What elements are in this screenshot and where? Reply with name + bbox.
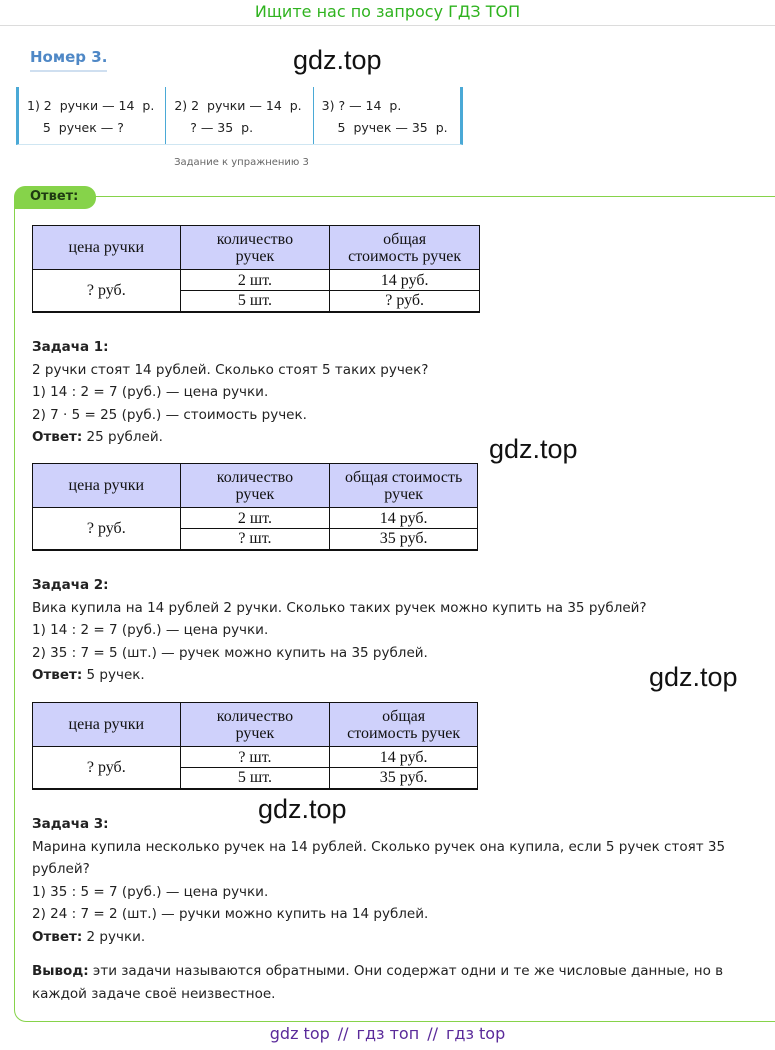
answer-line: [32, 664, 647, 687]
task-cell-3: [314, 87, 460, 144]
table-cell: 14 руб.: [330, 508, 478, 529]
conclusion-label: Вывод:: [32, 963, 89, 979]
table-cell: ? руб.: [330, 291, 480, 312]
header-text: ручек: [384, 485, 423, 503]
task-2-solution: [32, 574, 647, 687]
table-cell: 2 шт.: [180, 508, 330, 529]
task-title: Задача 1:: [32, 339, 109, 355]
answer-label-inline: Ответ:: [32, 429, 83, 445]
header-text: ручек: [235, 247, 275, 265]
solution-step: 1) 35 : 5 = 7 (руб.) — цена ручки.: [32, 883, 269, 900]
task-line: ? — 35 р.: [174, 120, 254, 135]
header-text: количество: [216, 468, 294, 486]
task-title: Задача 2:: [32, 577, 109, 593]
conclusion: [32, 960, 723, 1005]
header-text: стоимость ручек: [347, 724, 461, 742]
task-cell-2: [166, 87, 313, 144]
table-cell: 14 руб.: [330, 270, 480, 291]
answer-label-inline: Ответ:: [32, 928, 83, 945]
task-image: [16, 87, 463, 145]
header-total: [330, 464, 478, 508]
header-text: количество: [216, 230, 294, 248]
solution-step: 2) 7 · 5 = 25 (руб.) — стоимость ручек.: [32, 406, 307, 423]
task-3-solution: [32, 813, 725, 948]
task-line: 5 ручек — 35 р.: [321, 120, 448, 135]
header-total: [330, 703, 478, 747]
image-caption: Задание к упражнению 3: [174, 157, 309, 168]
watermark: gdz.top: [649, 662, 738, 692]
price-cell: ? руб.: [33, 747, 181, 789]
header-price: цена ручки: [33, 464, 181, 508]
conclusion-text: эти задачи называются обратными. Они содержат одни и те же числовые данные, но в: [88, 963, 724, 979]
data-table-1: [32, 225, 480, 313]
header-price: цена ручки: [33, 226, 181, 270]
watermark: gdz.top: [489, 434, 578, 464]
exercise-number: Номер 3.: [30, 48, 107, 72]
header-text: стоимость ручек: [348, 247, 462, 265]
conclusion-text: каждой задаче своё неизвестное.: [32, 985, 276, 1002]
header-text: количество: [216, 707, 294, 725]
solution-step: 1) 14 : 2 = 7 (руб.) — цена ручки.: [32, 622, 269, 638]
header-text: общая: [383, 230, 427, 248]
price-cell: ? руб.: [33, 270, 181, 312]
answer-label: Ответ:: [14, 186, 96, 209]
header-text: ручек: [235, 724, 275, 742]
watermark: gdz.top: [258, 794, 347, 824]
link-separator: //: [427, 1024, 438, 1043]
header-text: общая стоимость: [345, 468, 463, 486]
link-separator: //: [337, 1024, 349, 1043]
bottom-links: [0, 1024, 775, 1043]
task-text: рублей?: [32, 861, 90, 877]
answer-label-inline: Ответ:: [32, 667, 83, 683]
table-cell: 2 шт.: [180, 270, 330, 291]
table-cell: 35 руб.: [330, 529, 478, 550]
table-cell: 14 руб.: [330, 747, 478, 768]
task-line: 5 ручек — ?: [27, 120, 124, 135]
task-title: Задача 3:: [32, 816, 109, 832]
watermark: gdz.top: [293, 45, 382, 75]
task-line: 1) 2 ручки — 14 р.: [27, 98, 155, 113]
answer-line: [32, 926, 725, 949]
footer-link[interactable]: гдз топ: [356, 1024, 420, 1043]
price-cell: ? руб.: [33, 508, 181, 550]
answer-value: 5 ручек.: [82, 667, 145, 683]
header-price: цена ручки: [33, 703, 181, 747]
table-cell: 35 руб.: [330, 768, 478, 789]
task-text: Вика купила на 14 рублей 2 ручки. Сколько таких ручек можно купить на 35 рублей?: [32, 599, 647, 616]
task-1-solution: [32, 336, 428, 449]
header-quantity: [180, 703, 330, 747]
data-table-2: [32, 463, 478, 551]
header-text: общая: [382, 707, 426, 725]
table-cell: ? шт.: [180, 747, 330, 768]
footer-link[interactable]: gdz top: [269, 1024, 330, 1043]
task-text: Марина купила несколько ручек на 14 рублей. Сколько ручек она купила, если 5 ручек стоят 35: [32, 838, 726, 855]
header-quantity: [180, 464, 330, 508]
task-cell-1: [19, 87, 166, 144]
solution-step: 2) 24 : 7 = 2 (шт.) — ручки можно купить на 14 рублей.: [32, 906, 429, 922]
task-text: 2 ручки стоят 14 рублей. Сколько стоят 5 таких ручек?: [32, 361, 429, 378]
header-total: [330, 226, 480, 270]
data-table-3: [32, 702, 478, 790]
header-text: ручек: [235, 485, 275, 503]
answer-value: 25 рублей.: [82, 429, 163, 445]
footer-link[interactable]: гдз top: [445, 1024, 506, 1043]
task-line: 3) ? — 14 р.: [321, 98, 402, 113]
conclusion-line: [32, 960, 723, 983]
task-line: 2) 2 ручки — 14 р.: [174, 98, 302, 113]
header-quantity: [180, 226, 330, 270]
table-cell: ? шт.: [180, 529, 330, 550]
answer-line: [32, 426, 428, 449]
solution-step: 1) 14 : 2 = 7 (руб.) — цена ручки.: [32, 384, 269, 400]
answer-value: 2 ручки.: [82, 928, 146, 945]
table-cell: 5 шт.: [180, 291, 330, 312]
solution-step: 2) 35 : 7 = 5 (шт.) — ручек можно купить на 35 рублей.: [32, 644, 428, 661]
table-cell: 5 шт.: [180, 768, 330, 789]
top-banner[interactable]: Ищите нас по запросу ГДЗ ТОП: [0, 0, 775, 28]
